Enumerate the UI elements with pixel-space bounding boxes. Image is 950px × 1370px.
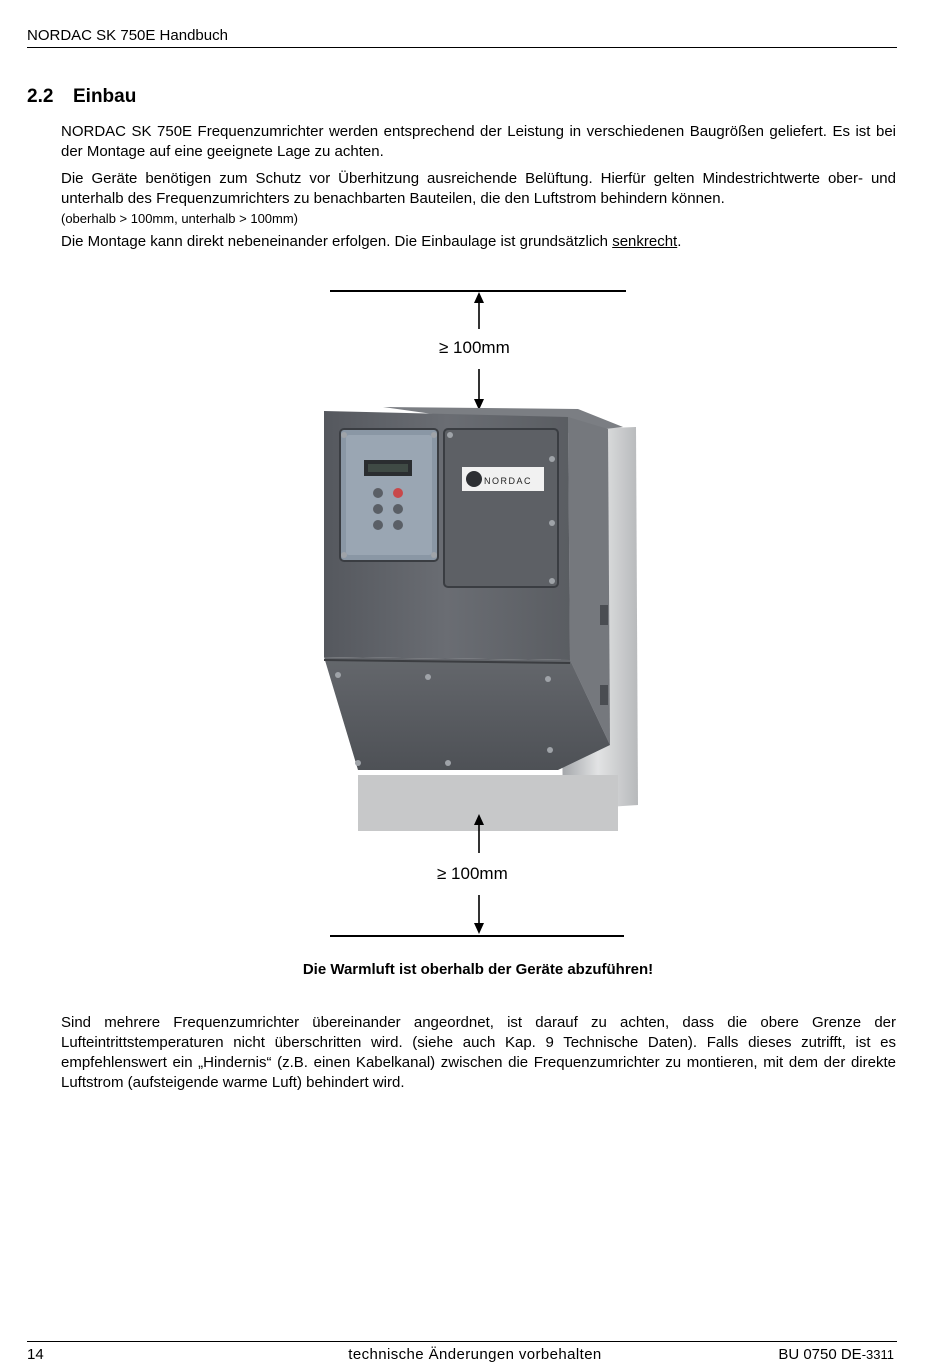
underlined-word: senkrecht [612,233,678,250]
device-logo-text: NORDAC [484,476,533,486]
section-heading [27,86,136,108]
figure-caption: Die Warmluft ist oberhalb der Geräte abzuführen! [302,961,654,978]
document-code [778,1346,894,1363]
bottom-down-arrow [471,895,487,935]
footer-note: technische Änderungen vorbehalten [348,1346,602,1363]
paragraph-1: NORDAC SK 750E Frequenzumrichter werden entsprechend der Leistung in verschiedenen Baugrößen geliefert. Es ist bei der Montage auf eine geeignete Lage zu achten. [61,123,896,160]
paragraph-3-end: . [677,233,682,250]
top-clearance-label: ≥ 100mm [439,338,510,357]
header-divider [27,47,897,48]
footer-divider [27,1341,897,1342]
header-title: NORDAC SK 750E Handbuch [27,27,228,44]
bottom-clearance-label: ≥ 100mm [437,864,508,883]
frequency-inverter-photo [318,405,640,833]
section-number: 2.2 [27,86,54,107]
document-code-suffix: -3311 [861,1347,894,1362]
document-code-main: BU 0750 DE [778,1346,862,1363]
paragraph-2-text: Die Geräte benötigen zum Schutz vor Überhitzung ausreichende Belüftung. Hierfür gelten Mindestrichtwerte ober- und unterhalb des Frequenzumrichters zu benachbarten Bauteilen, die den Luftstrom behindern können. [61,170,896,207]
paragraph-3 [61,232,896,252]
paragraph-4: Sind mehrere Frequenzumrichter übereinander angeordnet, ist darauf zu achten, dass die obere Grenze der Lufteintrittstemperaturen nicht überschritten wird. (siehe auch Kap. 9 Technische Daten). Falls dieses zutrifft, ist es empfehlenswert ein „Hindernis“ (z.B. einen Kabelkanal) zwischen die Frequenzumrichter zu montieren, mit dem der direkte Luftstrom (aufsteigende warme Luft) behindert wird. [61,1014,896,1091]
clearance-note: (oberhalb > 100mm, unterhalb > 100mm) [61,211,299,226]
section-title: Einbau [73,86,137,107]
page-number: 14 [27,1346,44,1363]
paragraph-3-text: Die Montage kann direkt nebeneinander erfolgen. Die Einbaulage ist grundsätzlich [61,233,613,250]
top-up-arrow [471,291,487,331]
bottom-boundary-line [330,935,624,937]
paragraph-2 [61,169,896,229]
bottom-up-arrow [471,813,487,855]
